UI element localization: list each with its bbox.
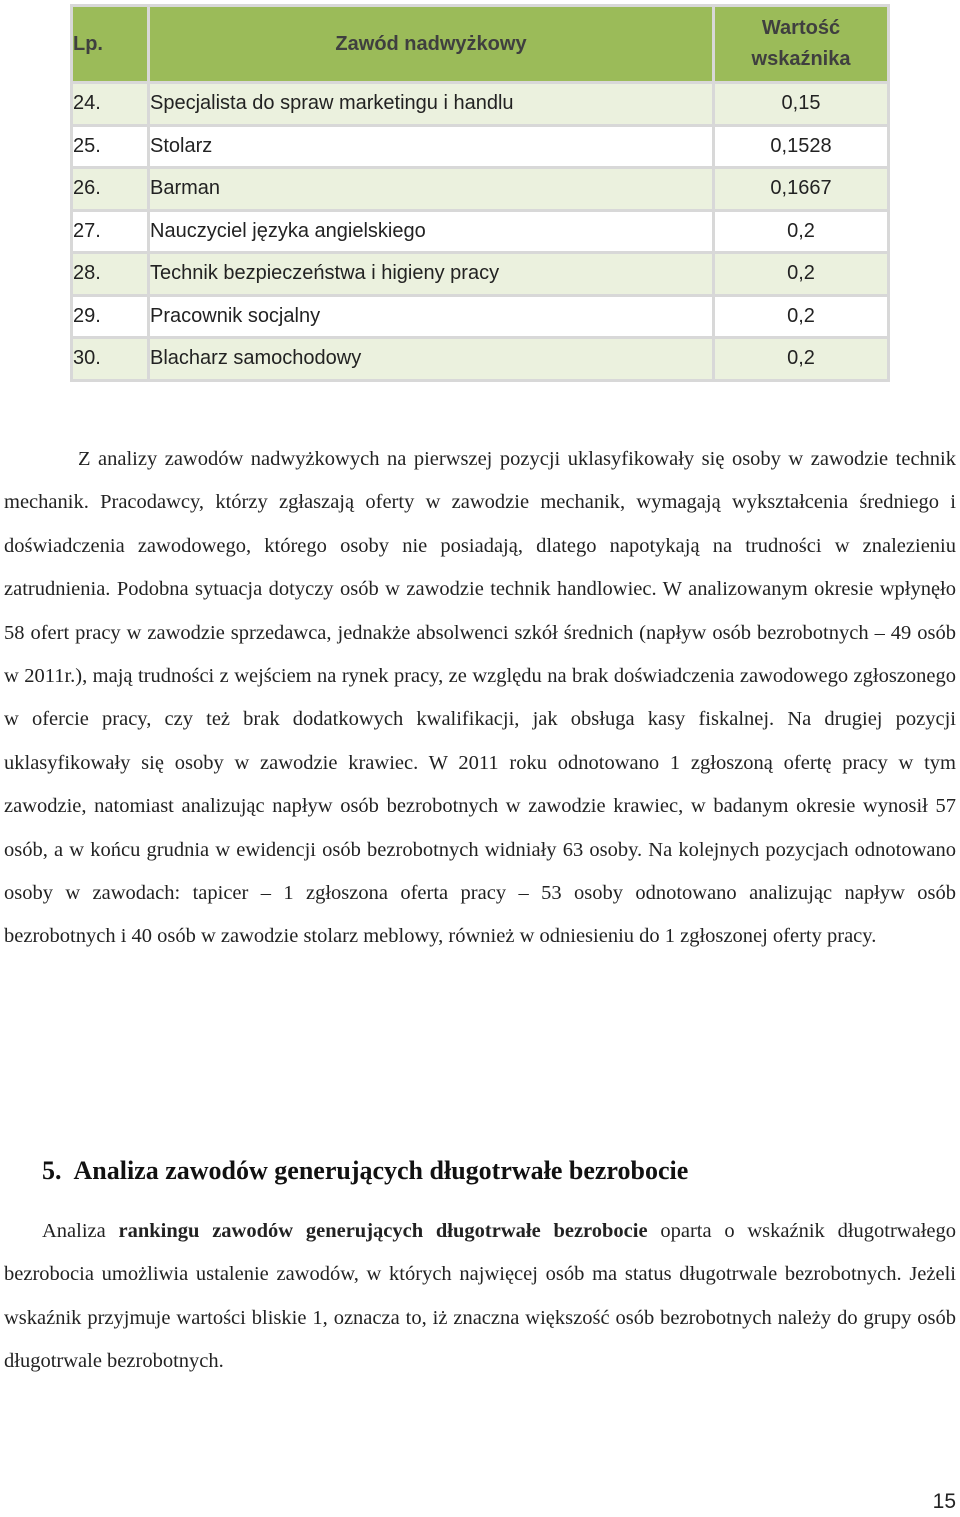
cell-lp: 24. bbox=[72, 83, 149, 126]
section-number: 5. bbox=[42, 1156, 62, 1185]
cell-occupation: Barman bbox=[149, 168, 714, 211]
table-row bbox=[72, 295, 889, 338]
cell-lp: 29. bbox=[72, 295, 149, 338]
cell-indicator-value: 0,15 bbox=[714, 83, 889, 126]
table-row bbox=[72, 338, 889, 381]
cell-indicator-value: 0,2 bbox=[714, 338, 889, 381]
table-container bbox=[70, 4, 890, 382]
section-heading bbox=[42, 1156, 688, 1186]
header-indicator-value bbox=[714, 6, 889, 83]
body-paragraph-analysis: Z analizy zawodów nadwyżkowych na pierwszej pozycji uklasyfikowały się osoby w zawodzie technik mechanik. Pracodawcy, którzy zgłaszają oferty w zawodzie mechanik, wymagają wykształcenia średniego i doświadczenia zawodowego, którego osoby nie posiadają, dlatego napotykają na trudności w znalezieniu zatrudnienia. Podobna sytuacja dotyczy osób w zawodzie technik handlowiec. W analizowanym okresie wpłynęło 58 ofert pracy w zawodzie sprzedawca, jednakże absolwenci szkół średnich (napływ osób bezrobotnych – 49 osób w 2011r.), mają trudności z wejściem na rynek pracy, ze względu na brak doświadczenia zawodowego zgłoszonego w ofercie pracy, czy też brak dodatkowych kwalifikacji, jak obsługa kasy fiskalnej. Na drugiej pozycji uklasyfikowały się osoby w zawodzie krawiec. W 2011 roku odnotowano 1 zgłoszoną ofertę pracy w tym zawodzie, natomiast analizując napływ osób bezrobotnych w zawodzie krawiec, w badanym okresie wynosił 57 osób, a w końcu grudnia w ewidencji osób bezrobotnych widniały 63 osoby. Na kolejnych pozycjach odnotowano osoby w zawodach: tapicer – 1 zgłoszona oferta pracy – 53 osoby odnotowano analizując napływ osób bezrobotnych i 40 osób w zawodzie stolarz meblowy, również w odniesieniu do 1 zgłoszonej oferty pracy. bbox=[4, 448, 956, 948]
cell-indicator-value: 0,2 bbox=[714, 295, 889, 338]
cell-indicator-value: 0,1528 bbox=[714, 125, 889, 168]
header-lp: Lp. bbox=[72, 6, 149, 83]
paragraph-bold-text: rankingu zawodów generujących długotrwałe bezrobocie bbox=[118, 1220, 648, 1242]
header-indicator-line1: Wartość bbox=[761, 17, 841, 39]
cell-lp: 25. bbox=[72, 125, 149, 168]
cell-indicator-value: 0,2 bbox=[714, 253, 889, 296]
body-paragraph-ranking bbox=[4, 1210, 956, 1384]
table-row bbox=[72, 253, 889, 296]
cell-occupation: Pracownik socjalny bbox=[149, 295, 714, 338]
paragraph-text: Analiza bbox=[42, 1220, 119, 1242]
cell-occupation: Nauczyciel języka angielskiego bbox=[149, 210, 714, 253]
cell-occupation: Technik bezpieczeństwa i higieny pracy bbox=[149, 253, 714, 296]
cell-indicator-value: 0,2 bbox=[714, 210, 889, 253]
cell-lp: 26. bbox=[72, 168, 149, 211]
cell-lp: 28. bbox=[72, 253, 149, 296]
table-row bbox=[72, 210, 889, 253]
paragraph-text: oparta o wskaźnik długotrwałego bezrobocia umożliwia ustalenie zawodów, w których najwięcej osób ma status długotrwale bezrobotnych. Jeżeli wskaźnik przyjmuje wartości bliskie 1, oznacza to, iż znaczna większość osób bezrobotnych należy do grupy osób długotrwale bezrobotnych. bbox=[4, 1220, 957, 1373]
table-row bbox=[72, 83, 889, 126]
cell-occupation: Specjalista do spraw marketingu i handlu bbox=[149, 83, 714, 126]
cell-lp: 27. bbox=[72, 210, 149, 253]
table-row bbox=[72, 125, 889, 168]
cell-occupation: Stolarz bbox=[149, 125, 714, 168]
header-occupation: Zawód nadwyżkowy bbox=[149, 6, 714, 83]
table-row bbox=[72, 168, 889, 211]
cell-indicator-value: 0,1667 bbox=[714, 168, 889, 211]
cell-occupation: Blacharz samochodowy bbox=[149, 338, 714, 381]
table-header-row bbox=[72, 6, 889, 83]
page-number: 15 bbox=[932, 1490, 956, 1513]
section-title: Analiza zawodów generujących długotrwałe bezrobocie bbox=[73, 1156, 689, 1185]
cell-lp: 30. bbox=[72, 338, 149, 381]
surplus-occupations-table bbox=[70, 4, 890, 382]
header-indicator-line2: wskaźnika bbox=[751, 48, 851, 70]
